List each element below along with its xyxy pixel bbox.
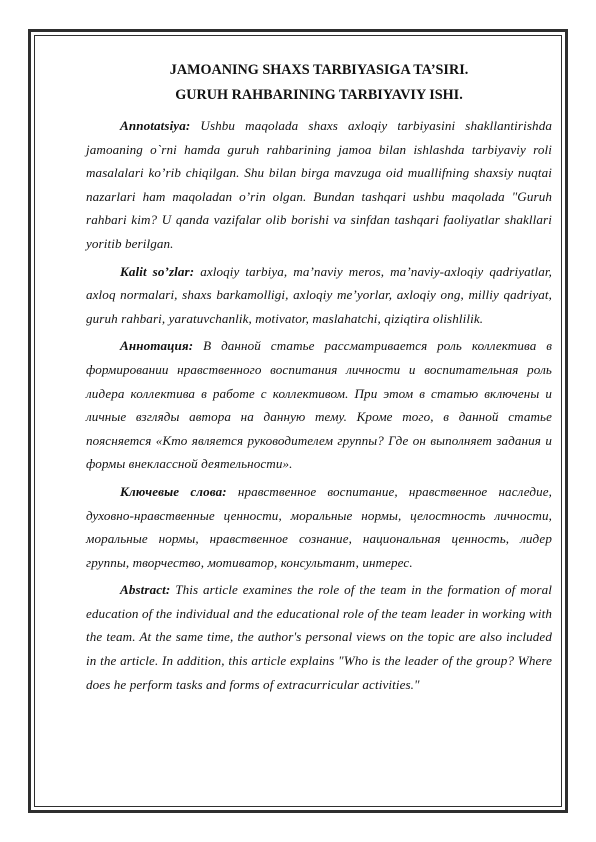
annotation-ru-label: Аннотация: <box>120 338 204 354</box>
annotation-uz <box>86 114 552 256</box>
annotation-ru <box>86 334 552 476</box>
keywords-uz-label: Kalit so’zlar: <box>120 263 201 279</box>
abstract-en-text: This article examines the role of the team in the formation of moral education of the individual and the educational role of the team leader in working with the team. At the same time, the author's personal views on the topic are also included in the article. In addition, this article explains "Who is the leader of the group? Where does he perform tasks and forms of extracurricular activities." <box>86 582 552 692</box>
keywords-uz-text: axloqiy tarbiya, ma’naviy meros, ma’naviy-axloqiy qadriyatlar, axloq normalari, shaxs barkamolligi, axloqiy me’yorlar, axloqiy ong, milliy qadriyat, guruh rahbari, yaratuvchanlik, motivator, maslahatchi, qiziqtira olishlilik. <box>86 263 552 326</box>
title-line-1: JAMOANING SHAXS TARBIYASIGA TA’SIRI. <box>169 62 469 78</box>
abstract-en <box>86 578 552 696</box>
annotation-ru-text: В данной статье рассматривается роль коллектива в формировании нравственного воспитания личности и воспитательная роль лидера коллектива в работе с коллективом. При этом в статью включены и личные взгляды автора на данную тему. Кроме того, в данной статье поясняется «Кто является руководителем группы? Где он выполняет задания и формы внеклассной деятельности». <box>86 338 552 472</box>
abstract-en-label: Abstract: <box>120 582 176 598</box>
keywords-uz <box>86 260 552 331</box>
keywords-ru-label: Ключевые слова: <box>120 483 238 499</box>
keywords-ru <box>86 480 552 574</box>
annotation-uz-label: Annotatsiya: <box>120 118 201 133</box>
article-title <box>86 58 552 108</box>
annotation-uz-text: Ushbu maqolada shaxs axloqiy tarbiyasini shakllantirishda jamoaning o`rni hamda guruh rahbarining jamoa bilan ishlashda tarbiyaviy roli masalalari ko’rib chiqilgan. Shu bilan birga mavzuga oid muallifning shaxsiy nuqtai nazarlari ham maqoladan o’rin olgan. Bundan tashqari ushbu maqolada "Guruh rahbari kim? U qanda vazifalar olib borishi va sinfdan tashqari faoliyatlar shakllari yoritib berilgan. <box>86 118 552 251</box>
keywords-ru-text: нравственное воспитание, нравственное наследие, духовно-нравственные ценности, моральные нормы, целостность личности, моральные нормы, нравственное сознание, национальная ценность, лидер группы, творчество, мотиватор, консультант, интерес. <box>86 483 552 570</box>
article-body <box>86 58 552 700</box>
title-line-2: GURUH RAHBARINING TARBIYAVIY ISHI. <box>175 87 463 103</box>
